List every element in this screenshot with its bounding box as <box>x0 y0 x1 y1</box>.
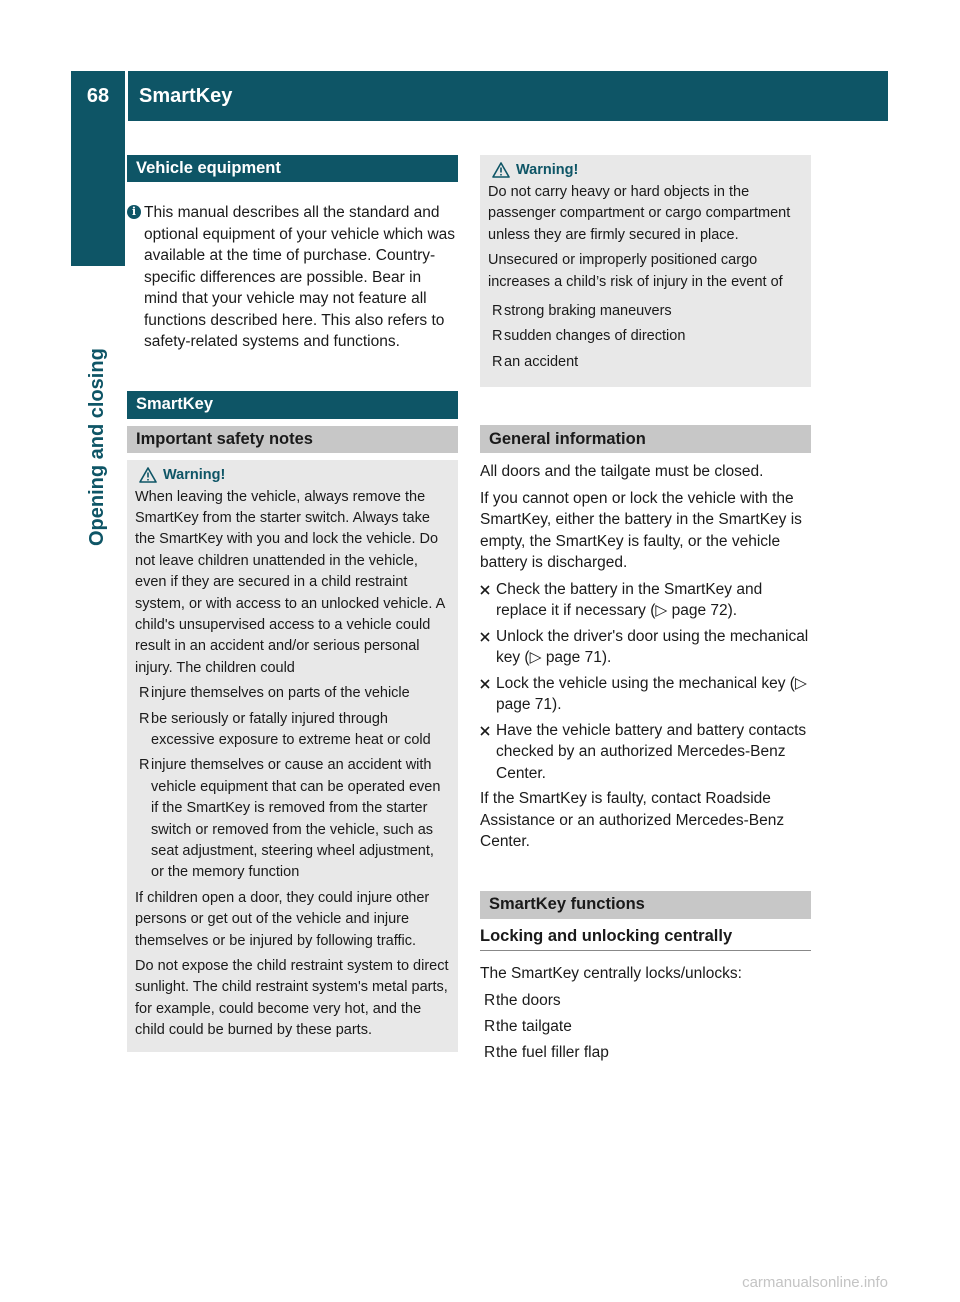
instruction-step: Unlock the driver's door using the mechanical key (▷ page 71). <box>480 626 811 669</box>
body-paragraph: All doors and the tailgate must be closed. <box>480 463 764 481</box>
header-section-title: SmartKey <box>139 85 233 107</box>
body-paragraph: If the SmartKey is faulty, contact Roadside Assistance or an authorized Mercedes-Benz Center. <box>480 790 785 851</box>
warning-title-text: Warning! <box>516 162 579 178</box>
page-number: 68 <box>86 85 110 107</box>
body-paragraph: If you cannot open or lock the vehicle with the SmartKey, either the battery in the SmartKey is empty, the SmartKey is faulty, or the vehicle battery is discharged. <box>480 489 802 572</box>
warning-box-safety <box>127 460 458 1052</box>
list-item: R the tailgate <box>484 1018 572 1036</box>
warning-title-text: Warning! <box>163 466 226 483</box>
warning-paragraph: Do not carry heavy or hard objects in the passenger compartment or cargo compartment unless they are firmly secured in place. <box>488 184 791 243</box>
side-tab <box>71 266 125 566</box>
right-column <box>480 155 811 1068</box>
header-divider <box>125 71 128 121</box>
heading-vehicle-equipment: Vehicle equipment <box>127 155 458 182</box>
page-header <box>71 71 888 121</box>
heading-smartkey-functions: SmartKey functions <box>480 891 811 919</box>
list-item: R the fuel filler flap <box>484 1044 609 1062</box>
body-paragraph: The SmartKey centrally locks/unlocks: <box>480 964 742 982</box>
warning-paragraph: Unsecured or improperly positioned cargo increases a child’s risk of injury in the event of <box>488 252 783 290</box>
step-arrow-icon <box>480 726 490 736</box>
side-tab-block <box>71 121 125 266</box>
heading-general-information: General information <box>480 425 811 453</box>
instruction-step: Lock the vehicle using the mechanical key (▷ page 71). <box>480 673 811 716</box>
info-note <box>127 202 458 353</box>
warning-triangle-icon <box>492 162 510 178</box>
list-item: R be seriously or fatally injured through excessive exposure to extreme heat or cold <box>139 710 431 748</box>
warning-box-cargo <box>480 155 811 387</box>
warning-title <box>139 467 450 483</box>
heading-important-safety-notes: Important safety notes <box>127 426 458 453</box>
list-item: R the doors <box>484 992 561 1010</box>
left-column <box>127 155 458 1052</box>
footer-watermark: carmanualsonline.info <box>742 1274 888 1291</box>
warning-paragraph: Do not expose the child restraint system to direct sunlight. The child restraint system's metal parts, for example, could become very hot, and the child could be burned by these parts. <box>135 958 449 1039</box>
list-item: R an accident <box>492 353 579 370</box>
info-note-text: This manual describes all the standard and optional equipment of your vehicle which was available at the time of purchase. Country-specific differences are possible. Bear in mind that your vehicle may not feature all functions described here. This also refers to safety-related systems and functions. <box>144 204 456 350</box>
warning-paragraph: When leaving the vehicle, always remove the SmartKey from the starter switch. Always take the SmartKey with you and lock the vehicle. Do not leave children unattended in the vehicle, even if they are secured in a child restraint system, or with access to an unlocked vehicle. A child's unsupervised access to a vehicle could result in an accident and/or serious personal injury. The children could <box>135 488 445 676</box>
warning-title <box>492 162 803 178</box>
step-arrow-icon <box>480 679 490 689</box>
list-item: R injure themselves or cause an accident with vehicle equipment that can be operated even if the SmartKey is removed from the starter switch or removed from the vehicle, such as seat adjustment, steering wheel adjustment, or the memory function <box>139 757 441 881</box>
list-item: R sudden changes of direction <box>492 328 686 345</box>
subheading-locking-unlocking: Locking and unlocking centrally <box>480 927 811 951</box>
warning-triangle-icon <box>139 467 157 483</box>
warning-paragraph: If children open a door, they could injure other persons or get out of the vehicle and injure themselves or be injured by following traffic. <box>135 889 430 949</box>
side-tab-label: Opening and closing <box>86 348 108 546</box>
info-icon: i <box>127 205 141 219</box>
instruction-step: Have the vehicle battery and battery contacts checked by an authorized Mercedes-Benz Center. <box>480 720 811 785</box>
instruction-step: Check the battery in the SmartKey and replace it if necessary (▷ page 72). <box>480 579 811 622</box>
step-arrow-icon <box>480 585 490 595</box>
step-arrow-icon <box>480 632 490 642</box>
list-item: R injure themselves on parts of the vehicle <box>139 685 410 702</box>
heading-smartkey: SmartKey <box>127 391 458 419</box>
list-item: R strong braking maneuvers <box>492 303 672 320</box>
